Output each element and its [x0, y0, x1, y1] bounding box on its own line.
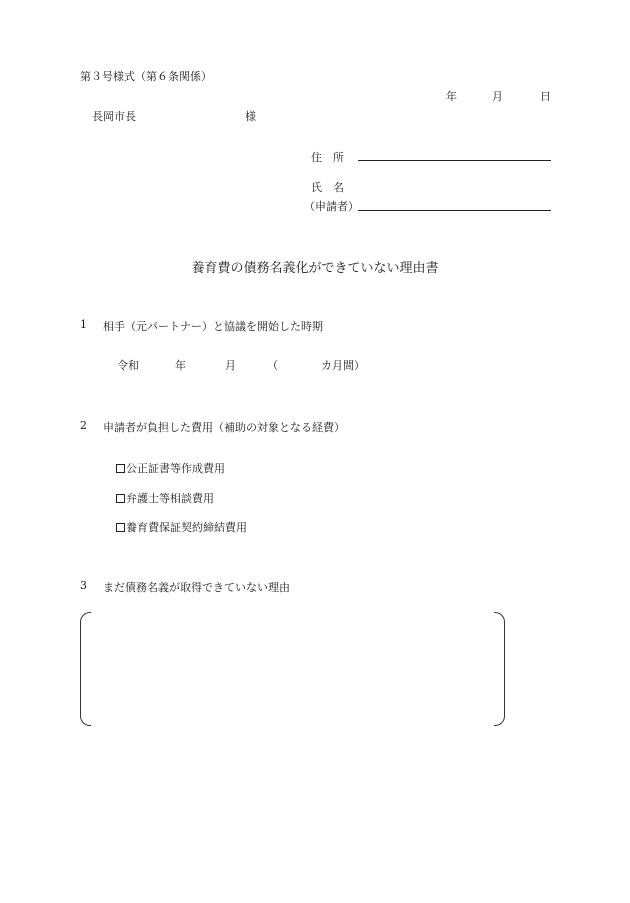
name-label: 氏 名 [311, 181, 344, 194]
expense-item-label: 公正証書等作成費用 [126, 462, 225, 475]
expense-item-label: 養育費保証契約締結費用 [126, 521, 247, 534]
name-field[interactable] [358, 210, 551, 211]
document-title: 養育費の債務名義化ができていない理由書 [191, 261, 439, 276]
expense-item[interactable] [116, 519, 247, 535]
section3-heading: まだ債務名義が取得できていない理由 [103, 581, 290, 594]
right-bracket [494, 612, 505, 726]
start-year-label: 年 [175, 359, 186, 372]
date-month-label: 月 [492, 90, 503, 103]
date-year-label: 年 [446, 90, 457, 103]
section2-heading: 申請者が負担した費用（補助の対象となる経費） [103, 421, 345, 434]
address-field[interactable] [358, 160, 551, 161]
era-label: 令和 [117, 359, 139, 372]
start-month-label: 月 [225, 359, 236, 372]
section1-heading: 相手（元パートナー）と協議を開始した時期 [103, 320, 323, 333]
duration-months-label: カ月間） [321, 359, 365, 372]
checkbox[interactable] [116, 494, 125, 503]
expense-item[interactable] [116, 460, 225, 476]
checkbox[interactable] [116, 523, 125, 532]
addressee: 長岡市長 [92, 110, 136, 123]
applicant-label: （申請者） [304, 200, 359, 213]
honorific: 様 [245, 110, 256, 123]
section1-number: 1 [80, 318, 87, 331]
left-bracket [80, 612, 91, 726]
duration-open-paren: （ [267, 359, 278, 372]
date-day-label: 日 [540, 90, 551, 103]
expense-item[interactable] [116, 490, 214, 506]
form-number: 第３号様式（第６条関係） [80, 70, 212, 83]
expense-item-label: 弁護士等相談費用 [126, 492, 214, 505]
section2-number: 2 [80, 419, 87, 432]
address-label: 住 所 [311, 151, 344, 164]
checkbox[interactable] [116, 464, 125, 473]
section3-number: 3 [80, 579, 87, 592]
reason-field[interactable] [80, 612, 505, 726]
